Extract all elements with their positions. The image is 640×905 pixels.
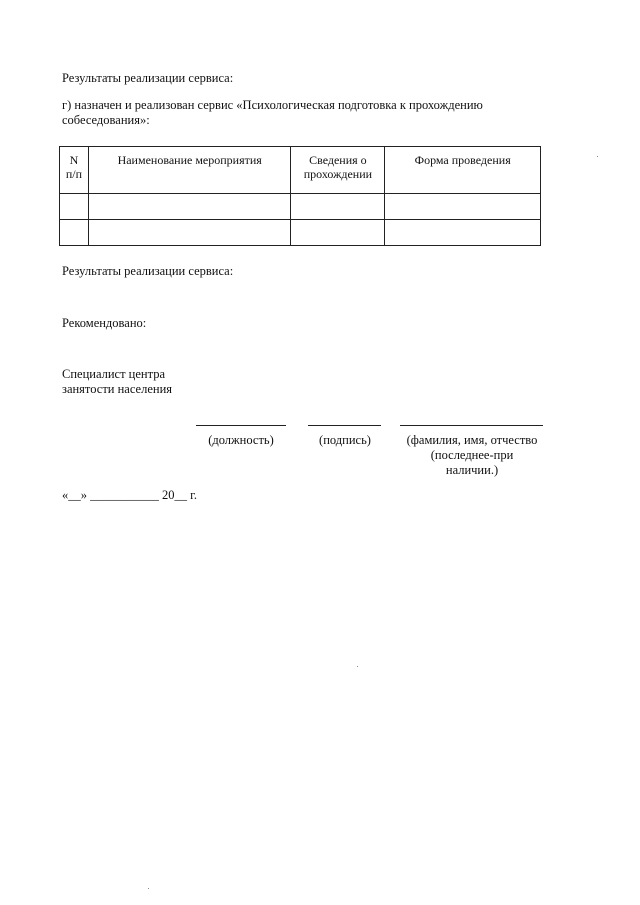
table-cell <box>385 194 541 220</box>
table-row <box>60 194 541 220</box>
table-cell <box>291 220 385 246</box>
table-cell <box>60 220 89 246</box>
scan-speck <box>597 156 598 157</box>
scan-speck <box>148 888 149 889</box>
table-cell <box>291 194 385 220</box>
service-line-1: г) назначен и реализован сервис «Психологическая подготовка к прохождению <box>62 98 483 112</box>
results-heading-1: Результаты реализации сервиса: <box>62 71 234 85</box>
fio-caption-line-1: (фамилия, имя, отчество <box>406 433 538 447</box>
table-cell <box>88 194 291 220</box>
table-cell <box>60 194 89 220</box>
scan-speck <box>357 666 358 667</box>
recommended-label: Рекомендовано: <box>62 316 147 330</box>
results-heading-2: Результаты реализации сервиса: <box>62 264 234 278</box>
table-header-row <box>60 147 541 194</box>
table-row <box>60 220 541 246</box>
table-cell <box>385 220 541 246</box>
header-number-line-2: п/п <box>65 167 83 181</box>
fio-caption-line-3: наличии.) <box>445 463 499 477</box>
position-caption: (должность) <box>208 433 274 447</box>
position-signature-line <box>196 425 286 426</box>
header-number-line-1: N <box>69 153 79 167</box>
header-info <box>291 147 385 194</box>
events-table <box>59 146 541 246</box>
service-line-2: собеседования»: <box>62 113 150 127</box>
table-cell <box>88 220 291 246</box>
specialist-line-1: Специалист центра <box>62 367 166 381</box>
sign-caption: (подпись) <box>319 433 371 447</box>
header-name-text: Наименование мероприятия <box>117 153 262 167</box>
header-form-text: Форма проведения <box>414 153 511 167</box>
header-info-line-2: прохождении <box>303 167 373 181</box>
fio-signature-line <box>400 425 543 426</box>
header-number <box>60 147 89 194</box>
sign-signature-line <box>308 425 381 426</box>
specialist-line-2: занятости населения <box>62 382 173 396</box>
date-line: «__» ___________ 20__ г. <box>62 488 197 502</box>
header-info-line-1: Сведения о <box>309 153 367 167</box>
fio-caption-line-2: (последнее-при <box>430 448 514 462</box>
header-name <box>88 147 291 194</box>
header-form <box>385 147 541 194</box>
